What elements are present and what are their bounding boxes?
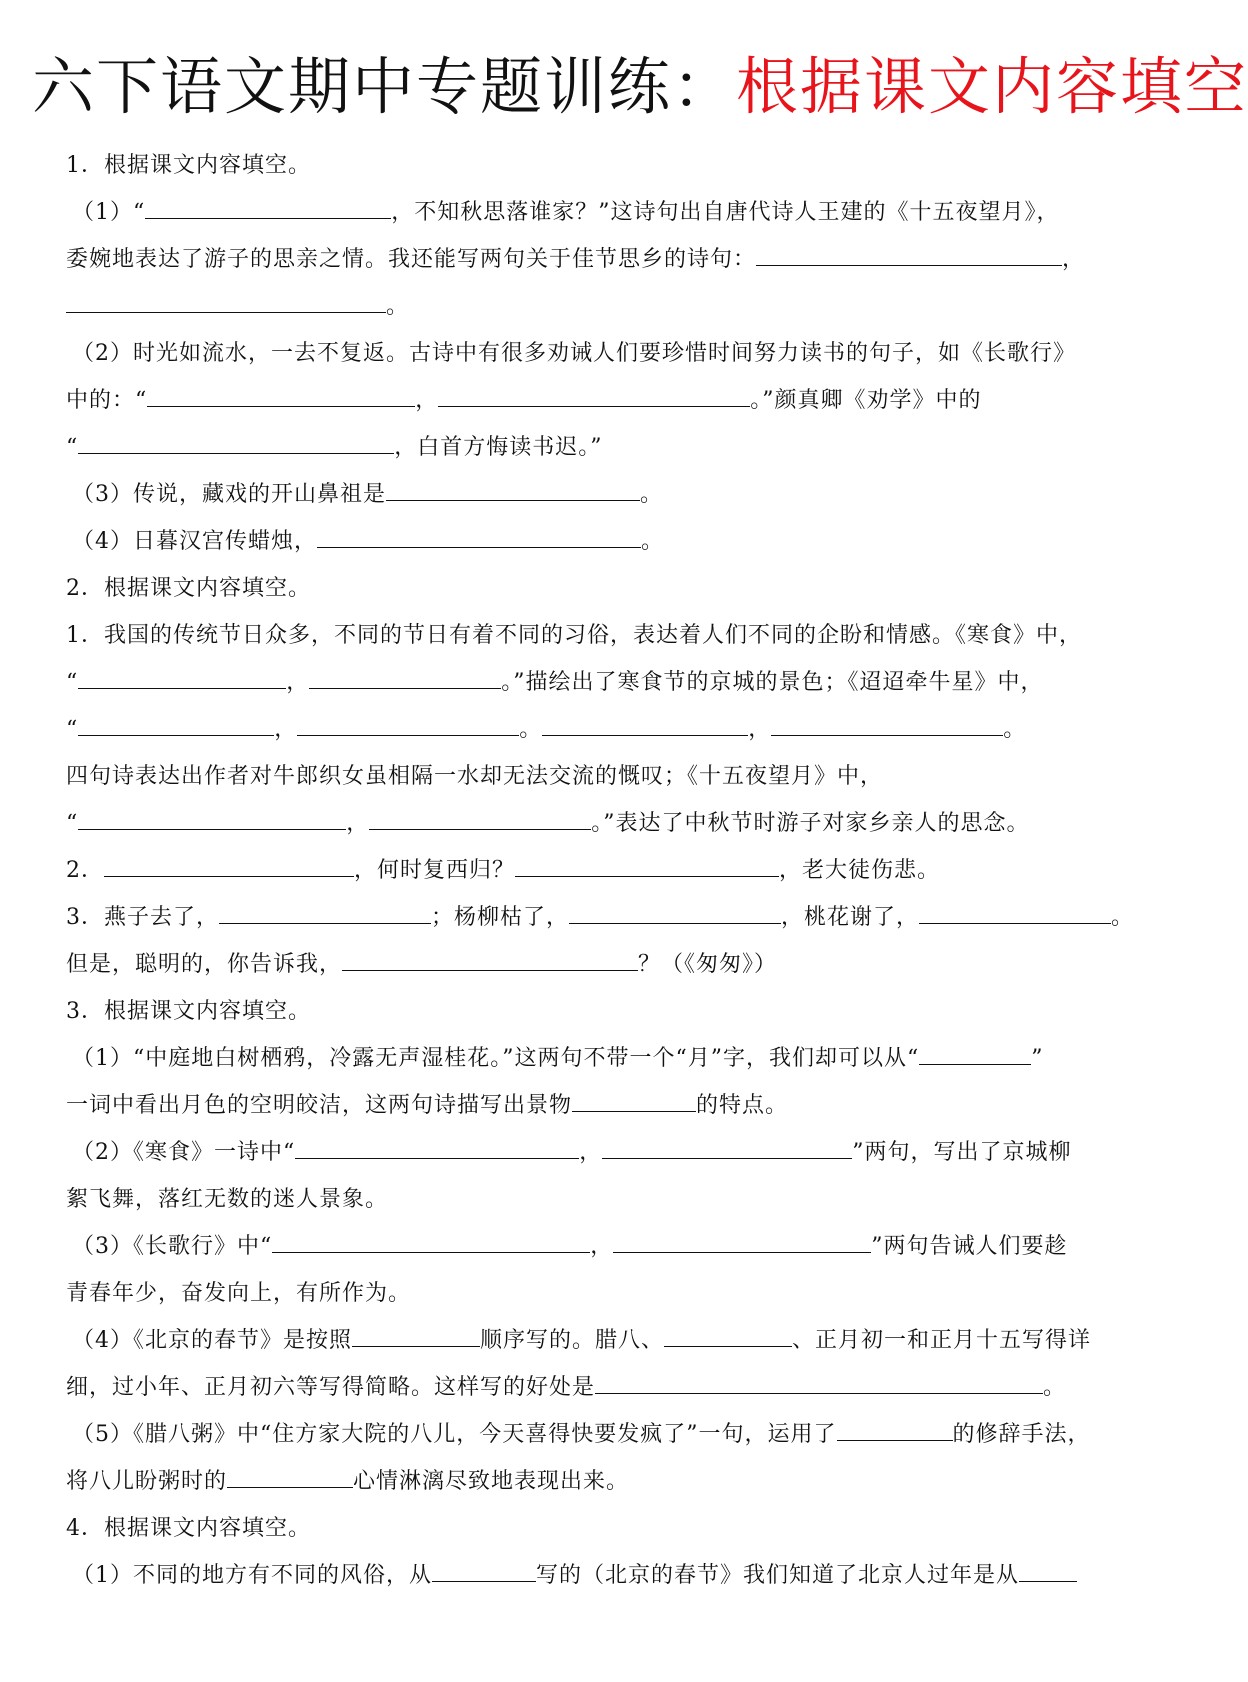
s3-q4-line1: （4）《北京的春节》是按照 顺序写的。腊八、 、正月初一和正月十五写得详 (72, 1328, 1092, 1353)
answer-blank[interactable] (569, 905, 781, 924)
answer-blank[interactable] (919, 1046, 1031, 1065)
s1-q3: （3）传说，藏戏的开山鼻祖是 。 (72, 482, 664, 507)
s2-q1-line5: “ ， 。”表达了中秋节时游子对家乡亲人的思念。 (66, 811, 1030, 836)
worksheet-body (66, 142, 1135, 1599)
answer-blank[interactable] (595, 1375, 1043, 1394)
s3-q5-line1: （5）《腊八粥》中“住方家大院的八儿，今天喜得快要发疯了”一句，运用了 的修辞手法， (72, 1422, 1091, 1447)
section-1-heading: 1．根据课文内容填空。 (66, 153, 311, 178)
s3-q2-line1: （2）《寒食》一诗中“ ， ”两句，写出了京城柳 (72, 1140, 1072, 1165)
s2-q1-line2: “ ， 。”描绘出了寒食节的京城的景色；《迢迢牵牛星》中， (66, 670, 1044, 695)
answer-blank[interactable] (78, 717, 274, 736)
answer-blank[interactable] (317, 529, 641, 548)
s3-q3-line1: （3）《长歌行》中“ ， ”两句告诫人们要趁 (72, 1234, 1068, 1259)
s3-q4-line2: 细，过小年、正月初六等写得简略。这样写的好处是 。 (66, 1375, 1067, 1400)
answer-blank[interactable] (837, 1422, 953, 1441)
s1-q2-line2: 中的：“ ， 。”颜真卿《劝学》中的 (66, 388, 982, 413)
page-title (32, 42, 1248, 132)
s2-q1-line4: 四句诗表达出作者对牛郎织女虽相隔一水却无法交流的慨叹；《十五夜望月》中， (66, 764, 884, 789)
s2-q3-line1: 3．燕子去了， ；杨柳枯了， ，桃花谢了， 。 (66, 905, 1135, 930)
answer-blank[interactable] (78, 811, 346, 830)
answer-blank[interactable] (104, 858, 354, 877)
answer-blank[interactable] (352, 1328, 480, 1347)
answer-blank[interactable] (342, 952, 638, 971)
section-3-heading: 3．根据课文内容填空。 (66, 999, 311, 1024)
answer-blank[interactable] (438, 388, 750, 407)
answer-blank[interactable] (309, 670, 501, 689)
answer-blank[interactable] (1019, 1563, 1077, 1582)
s2-q1-line1: 1．我国的传统节日众多，不同的节日有着不同的习俗，表达着人们不同的企盼和情感。《寒食》中， (66, 623, 1083, 648)
answer-blank[interactable] (147, 388, 415, 407)
answer-blank[interactable] (664, 1328, 792, 1347)
answer-blank[interactable] (756, 247, 1062, 266)
s4-q1-line1: （1）不同的地方有不同的风俗，从 写的（北京的春节》我们知道了北京人过年是从 (66, 1552, 1122, 1599)
s1-q1-line1: （1）“ ，不知秋思落谁家？”这诗句出自唐代诗人王建的《十五夜望月》， (72, 200, 1060, 225)
answer-blank[interactable] (613, 1234, 871, 1253)
s2-q1-line3: “ ， 。 ， 。 (66, 717, 1027, 742)
s1-q2-line1: （2）时光如流水，一去不复返。古诗中有很多劝诫人们要珍惜时间努力读书的句子，如《长歌行》 (72, 341, 1077, 366)
s3-q1-line1: （1）“中庭地白树栖鸦，冷露无声湿桂花。”这两句不带一个“月”字，我们却可以从“ ” (72, 1046, 1044, 1071)
s1-q2-line3: “ ，白首方悔读书迟。” (66, 435, 603, 460)
s1-q1-line3: 。 (66, 283, 1122, 330)
answer-blank[interactable] (295, 1140, 579, 1159)
s3-q1-line2: 一词中看出月色的空明皎洁，这两句诗描写出景物 的特点。 (66, 1093, 789, 1118)
s2-q3-line2: 但是，聪明的，你告诉我， ？（《匆匆》） (66, 952, 778, 977)
title-prefix: 六下语文期中专题训练： (32, 50, 737, 123)
answer-blank[interactable] (386, 482, 640, 501)
answer-blank[interactable] (432, 1563, 536, 1582)
answer-blank[interactable] (78, 435, 394, 454)
s1-q1-line2: 委婉地表达了游子的思亲之情。我还能写两句关于佳节思乡的诗句： ， (66, 247, 1086, 272)
answer-blank[interactable] (227, 1469, 353, 1488)
answer-blank[interactable] (66, 294, 386, 313)
section-4-heading: 4．根据课文内容填空。 (66, 1516, 311, 1541)
answer-blank[interactable] (771, 717, 1003, 736)
answer-blank[interactable] (602, 1140, 852, 1159)
answer-blank[interactable] (919, 905, 1111, 924)
section-2-heading: 2．根据课文内容填空。 (66, 576, 311, 601)
answer-blank[interactable] (369, 811, 591, 830)
answer-blank[interactable] (572, 1093, 696, 1112)
s2-q2: 2． ，何时复西归？ ，老大徒伤悲。 (66, 858, 941, 883)
answer-blank[interactable] (78, 670, 286, 689)
s3-q5-line2: 将八儿盼粥时的 心情淋漓尽致地表现出来。 (66, 1469, 630, 1494)
s3-q3-line2: 青春年少，奋发向上，有所作为。 (66, 1281, 412, 1306)
answer-blank[interactable] (515, 858, 779, 877)
title-topic: 根据课文内容填空 (736, 50, 1248, 123)
answer-blank[interactable] (272, 1234, 590, 1253)
answer-blank[interactable] (145, 200, 391, 219)
answer-blank[interactable] (219, 905, 431, 924)
s3-q2-line2: 絮飞舞，落红无数的迷人景象。 (66, 1187, 389, 1212)
s1-q4: （4）日暮汉宫传蜡烛， 。 (72, 529, 665, 554)
answer-blank[interactable] (297, 717, 519, 736)
answer-blank[interactable] (542, 717, 748, 736)
